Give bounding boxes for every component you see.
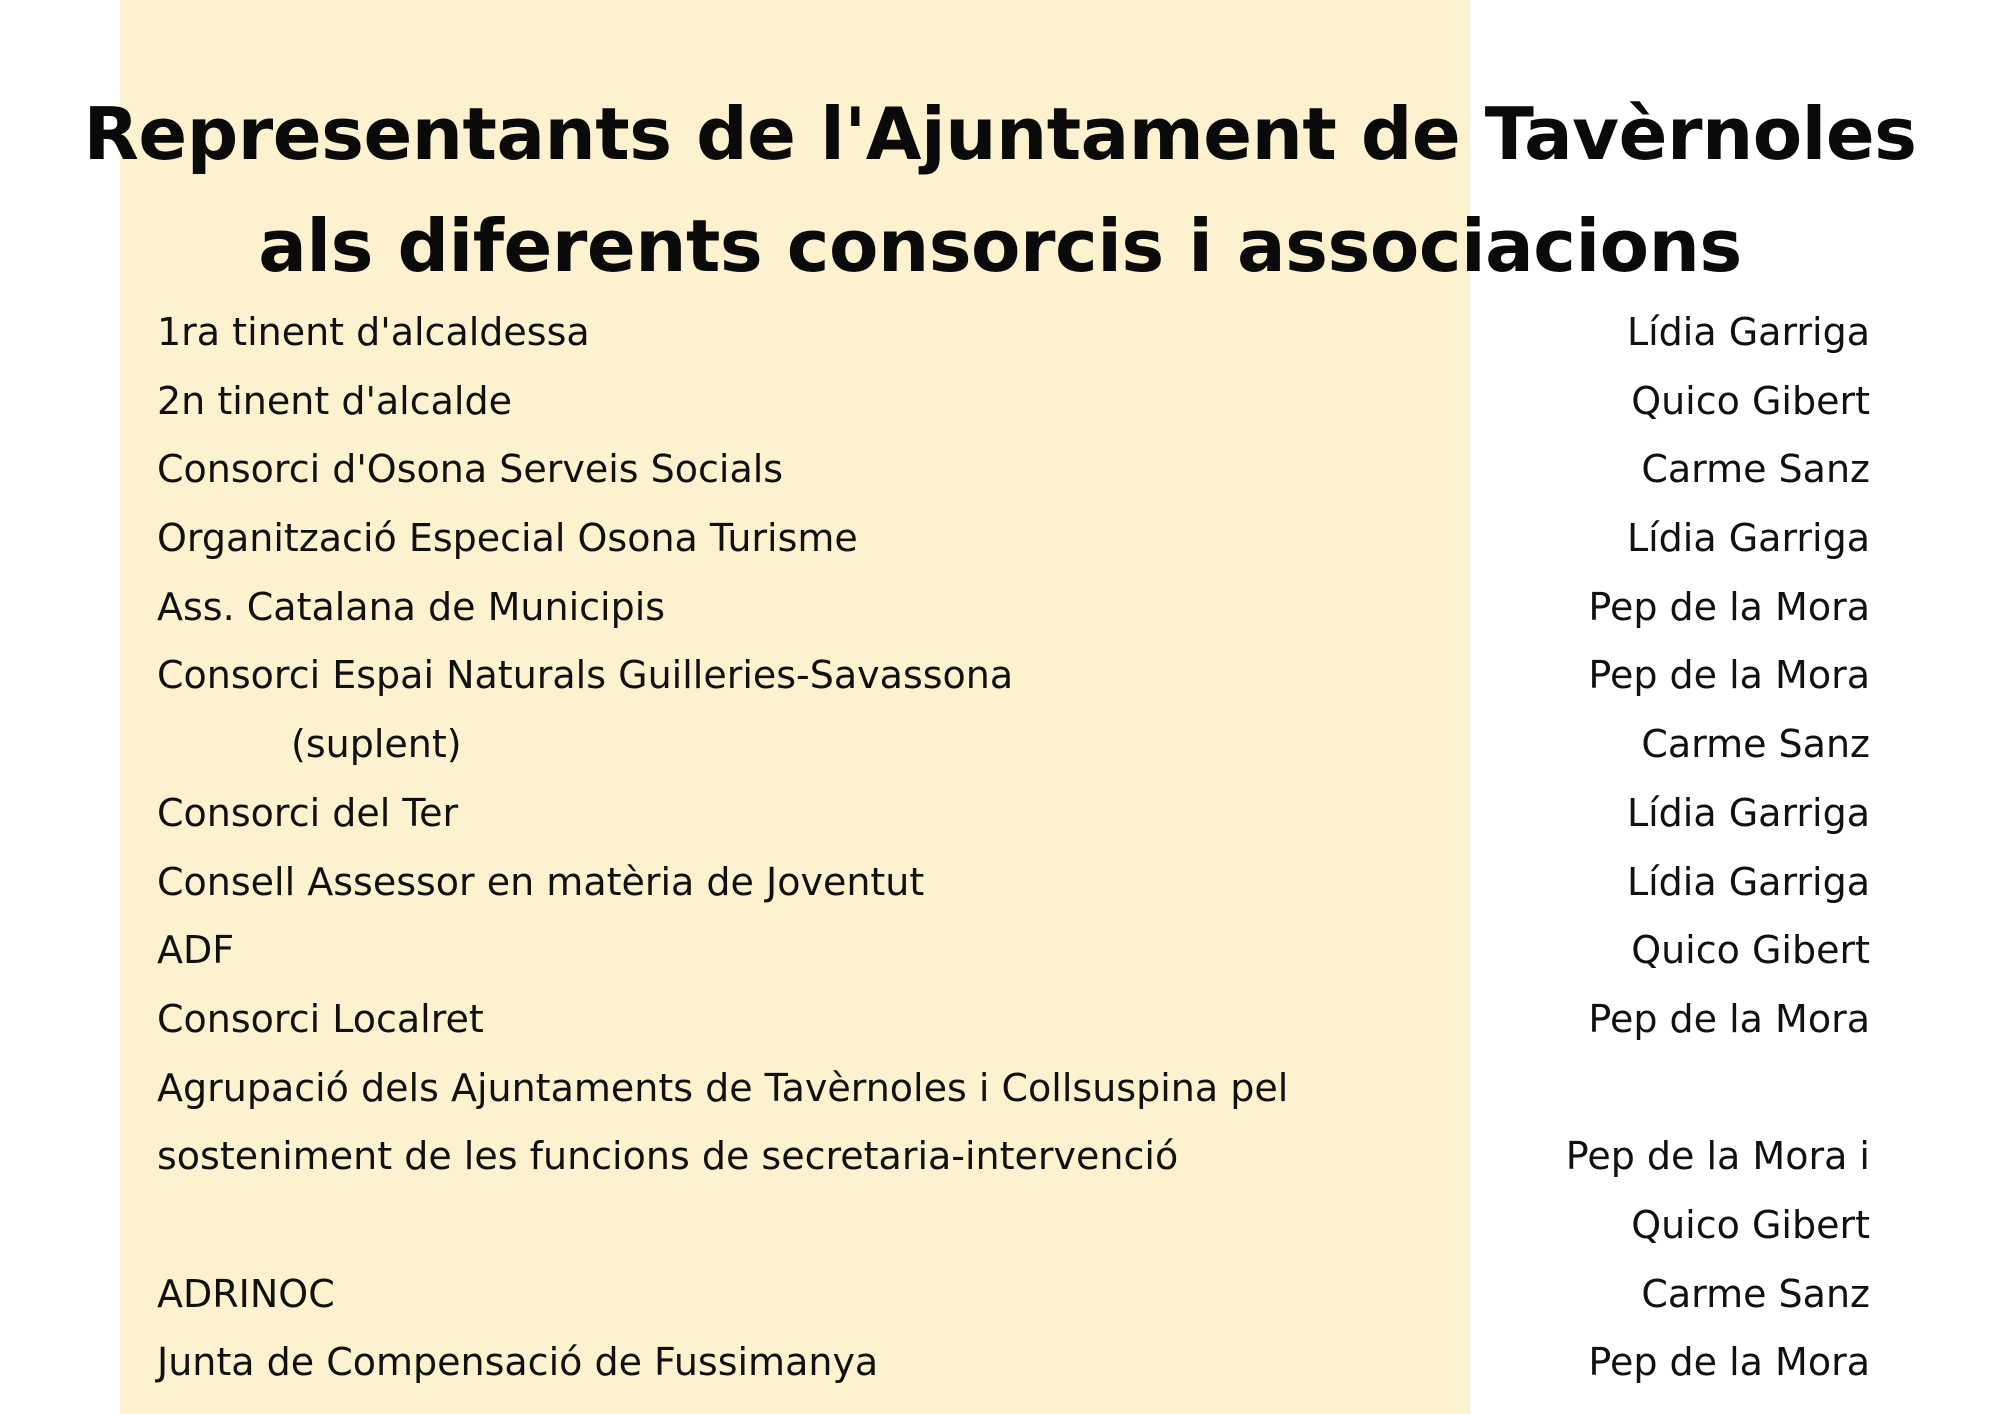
organization-label: ADRINOC <box>157 1271 335 1316</box>
representative-name: Quico Gibert <box>1631 928 1870 973</box>
representative-name: Pep de la Mora <box>1588 584 1870 629</box>
list-item <box>0 1054 2000 1123</box>
list-item <box>0 504 2000 573</box>
organization-label: Consorci Localret <box>157 996 484 1041</box>
list-item <box>0 435 2000 504</box>
list-item <box>0 367 2000 436</box>
representative-name: Pep de la Mora <box>1588 996 1870 1041</box>
representative-name: Quico Gibert <box>1631 1202 1870 1247</box>
organization-label: ADF <box>157 928 235 973</box>
organization-label: Consorci del Ter <box>157 790 459 835</box>
representative-name: Lídia Garriga <box>1626 859 1870 904</box>
representative-name: Lídia Garriga <box>1626 516 1870 561</box>
title-line-1: Representants de l'Ajuntament de Tavèrnoles <box>83 92 1917 176</box>
organization-label: Consorci Espai Naturals Guilleries-Savassona <box>157 653 1014 698</box>
list-item <box>0 848 2000 917</box>
organization-label: Consorci d'Osona Serveis Socials <box>157 447 784 492</box>
list-item <box>0 1191 2000 1260</box>
representative-name: Carme Sanz <box>1641 722 1870 767</box>
page-title <box>0 78 2000 302</box>
list-item <box>0 710 2000 779</box>
list-item <box>0 1328 2000 1397</box>
list-item <box>0 916 2000 985</box>
list-item <box>0 573 2000 642</box>
representatives-list <box>0 298 2000 1397</box>
representative-name: Pep de la Mora i <box>1565 1134 1870 1179</box>
organization-label: Agrupació dels Ajuntaments de Tavèrnoles i Collsuspina pel <box>157 1065 1289 1110</box>
title-line-2: als diferents consorcis i associacions <box>258 204 1742 288</box>
list-item <box>0 1260 2000 1329</box>
organization-label: Ass. Catalana de Municipis <box>157 584 666 629</box>
list-item <box>0 298 2000 367</box>
representative-name: Carme Sanz <box>1641 1271 1870 1316</box>
organization-label: Consell Assessor en matèria de Joventut <box>157 859 925 904</box>
organization-label: Junta de Compensació de Fussimanya <box>157 1340 879 1385</box>
representative-name: Carme Sanz <box>1641 447 1870 492</box>
representative-name: Pep de la Mora <box>1588 1340 1870 1385</box>
organization-label: 1ra tinent d'alcaldessa <box>157 310 590 354</box>
organization-label: Organització Especial Osona Turisme <box>157 516 858 561</box>
organization-label: 2n tinent d'alcalde <box>157 378 512 423</box>
organization-label: sosteniment de les funcions de secretaria-intervenció <box>157 1134 1179 1179</box>
list-item <box>0 641 2000 710</box>
list-item <box>0 985 2000 1054</box>
organization-label-substitute: (suplent) <box>291 722 462 767</box>
representative-name: Lídia Garriga <box>1626 310 1870 354</box>
list-item <box>0 779 2000 848</box>
list-item <box>0 1122 2000 1191</box>
representative-name: Lídia Garriga <box>1626 790 1870 835</box>
representative-name: Quico Gibert <box>1631 378 1870 423</box>
representative-name: Pep de la Mora <box>1588 653 1870 698</box>
